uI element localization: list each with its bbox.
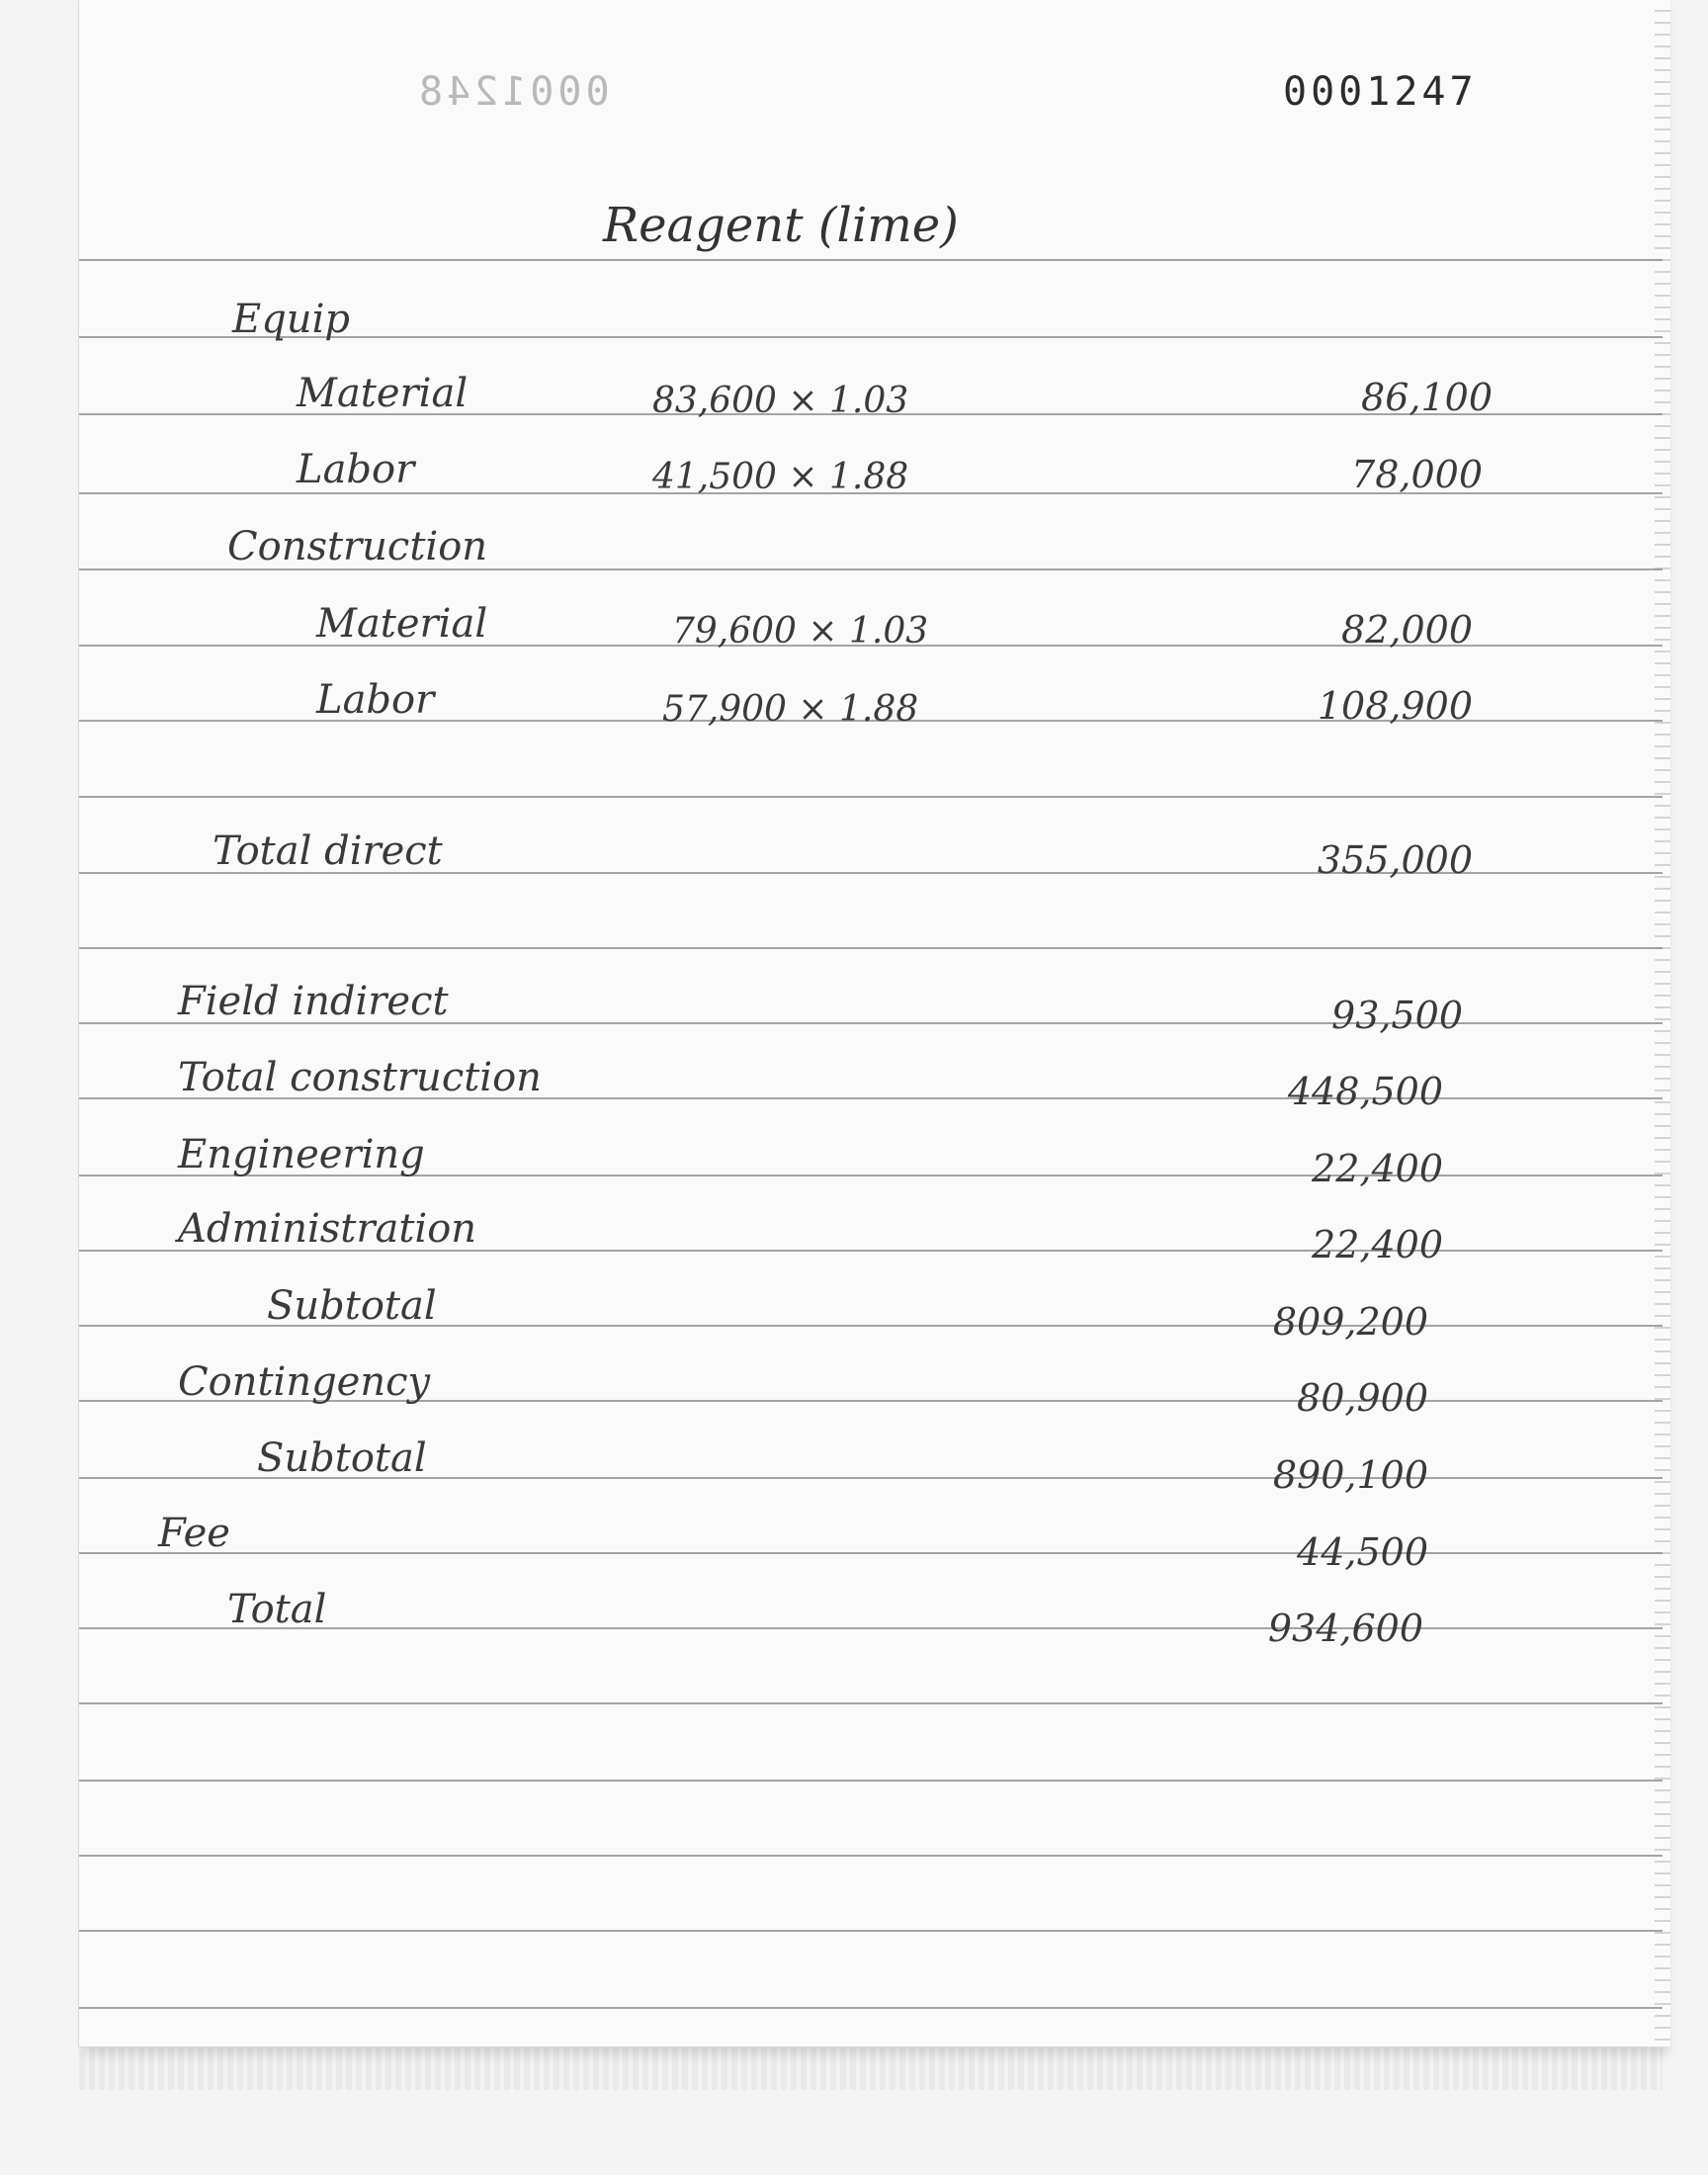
administration-amount: 22,400 [1312, 1223, 1443, 1266]
section-construction: Construction [227, 524, 488, 569]
ruled-line [79, 1780, 1663, 1782]
total-direct-label: Total direct [213, 828, 443, 874]
field-indirect-amount: 93,500 [1331, 994, 1463, 1037]
bleed-through-stamp: 0001248 [415, 69, 610, 115]
construction-material-label: Material [316, 601, 488, 647]
administration-label: Administration [178, 1206, 477, 1252]
equip-material-amount: 86,100 [1361, 376, 1493, 419]
equip-labor-label: Labor [297, 447, 415, 492]
construction-material-amount: 82,000 [1341, 608, 1473, 652]
total-direct-amount: 355,000 [1317, 838, 1473, 882]
total-label: Total [227, 1587, 327, 1632]
ledger-sheet [79, 0, 1663, 2046]
contingency-label: Contingency [178, 1359, 431, 1405]
page-number-stamp: 0001247 [1283, 69, 1478, 115]
subtotal-1-label: Subtotal [267, 1283, 437, 1329]
construction-material-calc: 79,600 × 1.03 [672, 611, 929, 652]
total-construction-label: Total construction [178, 1055, 542, 1100]
ruled-line [79, 1930, 1663, 1932]
engineering-label: Engineering [178, 1132, 425, 1177]
equip-material-calc: 83,600 × 1.03 [652, 381, 909, 421]
equip-material-label: Material [297, 371, 469, 416]
subtotal-2-label: Subtotal [257, 1436, 427, 1481]
subtotal-2-amount: 890,100 [1272, 1453, 1428, 1497]
section-equip: Equip [232, 297, 350, 342]
scan-bottom-strip [79, 2046, 1663, 2090]
ruled-line [79, 1855, 1663, 1857]
page-title: Reagent (lime) [603, 198, 959, 253]
construction-labor-amount: 108,900 [1317, 684, 1473, 728]
field-indirect-label: Field indirect [178, 979, 449, 1024]
subtotal-1-amount: 809,200 [1272, 1300, 1428, 1344]
construction-labor-label: Labor [316, 677, 435, 723]
construction-labor-calc: 57,900 × 1.88 [662, 689, 919, 730]
engineering-amount: 22,400 [1312, 1147, 1443, 1190]
equip-labor-calc: 41,500 × 1.88 [652, 457, 909, 497]
total-amount: 934,600 [1267, 1607, 1423, 1650]
ruled-line [79, 2007, 1663, 2009]
fee-amount: 44,500 [1297, 1530, 1428, 1574]
ruled-line [79, 259, 1663, 261]
contingency-amount: 80,900 [1297, 1376, 1428, 1420]
ruled-line [79, 796, 1663, 798]
fee-label: Fee [158, 1511, 230, 1556]
ruled-line [79, 947, 1663, 949]
equip-labor-amount: 78,000 [1351, 453, 1483, 496]
ruled-line [79, 1702, 1663, 1704]
total-construction-amount: 448,500 [1287, 1070, 1443, 1113]
